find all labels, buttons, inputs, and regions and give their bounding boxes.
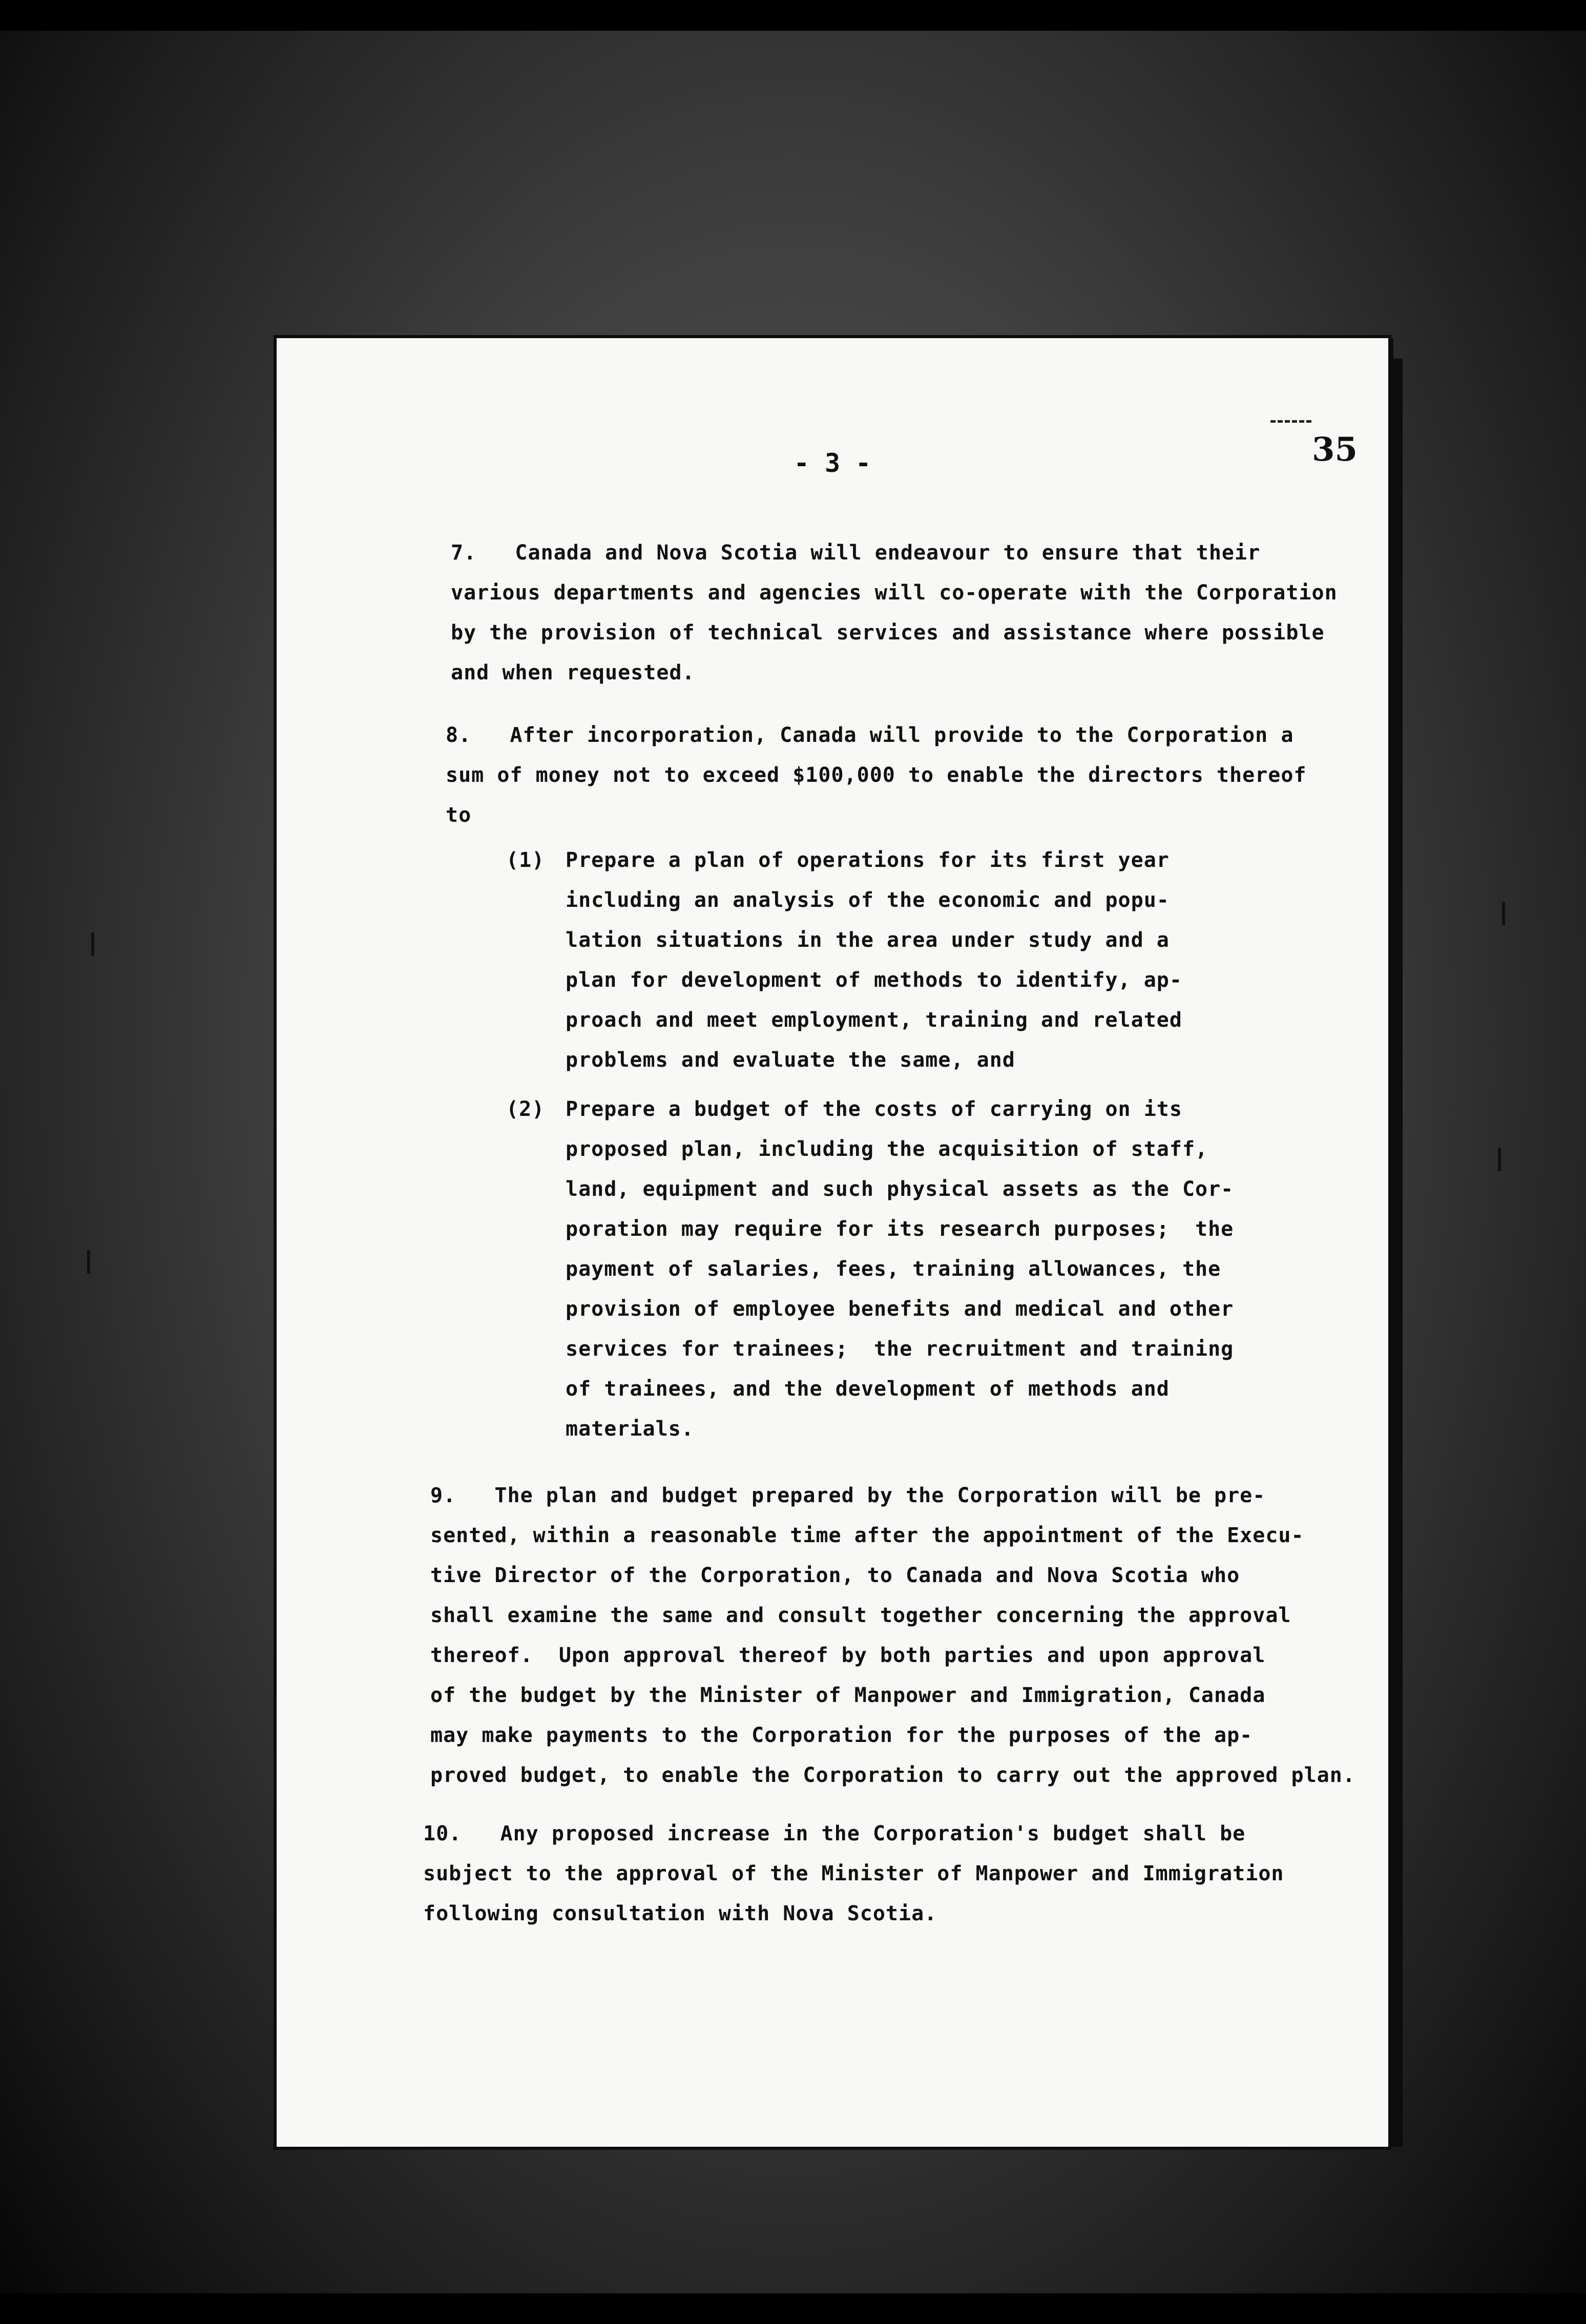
text-line: of trainees, and the development of methods and (566, 1377, 1170, 1401)
text-line: various departments and agencies will co-operate with the Corporation (451, 581, 1338, 605)
document-page (277, 338, 1388, 2147)
edge-mark (91, 932, 94, 956)
paragraph-8 (446, 715, 1347, 835)
text-line: proposed plan, including the acquisition of staff, (566, 1137, 1208, 1161)
text-line: poration may require for its research purposes; the (566, 1217, 1234, 1241)
text-line: by the provision of technical services and assistance where possible (451, 621, 1325, 645)
sub-item-marker: (1) (506, 848, 545, 872)
film-edge-bottom (0, 2293, 1586, 2324)
text-line: 10. Any proposed increase in the Corporation's budget shall be (423, 1822, 1246, 1845)
text-line: lation situations in the area under study and a (566, 928, 1170, 952)
text-line: sum of money not to exceed $100,000 to enable the directors thereof (446, 763, 1307, 787)
text-line: sented, within a reasonable time after the appointment of the Execu- (430, 1524, 1304, 1547)
text-line: services for trainees; the recruitment and training (566, 1337, 1234, 1361)
sub-item-marker: (2) (506, 1097, 545, 1121)
paragraph-7 (451, 533, 1352, 693)
text-line: proved budget, to enable the Corporation to carry out the approved plan. (430, 1763, 1355, 1787)
text-line: and when requested. (451, 661, 695, 684)
text-line: materials. (566, 1417, 694, 1441)
text-line: following consultation with Nova Scotia. (423, 1902, 937, 1925)
edge-mark (87, 1250, 90, 1274)
text-line: land, equipment and such physical assets as the Cor- (566, 1177, 1234, 1201)
sheet-number: 35 (1311, 430, 1358, 469)
text-line: provision of employee benefits and medical and other (566, 1297, 1234, 1321)
text-line: thereof. Upon approval thereof by both parties and upon approval (430, 1644, 1266, 1667)
sub-item-1 (506, 840, 1275, 1086)
sub-item-text (566, 840, 1232, 1080)
text-line: including an analysis of the economic and popu- (566, 888, 1170, 912)
text-line: payment of salaries, fees, training allowances, the (566, 1257, 1221, 1281)
sub-item-2 (506, 1089, 1275, 1458)
paragraph-10 (423, 1814, 1325, 1934)
text-line: may make payments to the Corporation for the purposes of the ap- (430, 1724, 1253, 1747)
text-line: tive Director of the Corporation, to Canada and Nova Scotia who (430, 1564, 1240, 1587)
text-line: Prepare a plan of operations for its first year (566, 848, 1170, 872)
edge-mark (1502, 902, 1505, 925)
text-line: Prepare a budget of the costs of carrying on its (566, 1097, 1182, 1121)
film-edge-top (0, 0, 1586, 31)
page-number: - 3 - (794, 448, 871, 478)
text-line: of the budget by the Minister of Manpower and Immigration, Canada (430, 1684, 1266, 1707)
text-line: 7. Canada and Nova Scotia will endeavour to ensure that their (451, 541, 1261, 565)
text-line: shall examine the same and consult together concerning the approval (430, 1604, 1291, 1627)
paragraph-9 (430, 1476, 1355, 1795)
header-rule (1270, 420, 1311, 425)
text-line: problems and evaluate the same, and (566, 1048, 1015, 1072)
text-line: subject to the approval of the Minister of Manpower and Immigration (423, 1862, 1284, 1885)
text-line: proach and meet employment, training and related (566, 1008, 1182, 1032)
text-line: 9. The plan and budget prepared by the Corporation will be pre- (430, 1484, 1266, 1507)
text-line: 8. After incorporation, Canada will provide to the Corporation a (446, 723, 1294, 747)
text-line: to (446, 803, 472, 827)
sub-item-text (566, 1089, 1232, 1449)
text-line: plan for development of methods to identify, ap- (566, 968, 1182, 992)
edge-mark (1498, 1148, 1501, 1171)
